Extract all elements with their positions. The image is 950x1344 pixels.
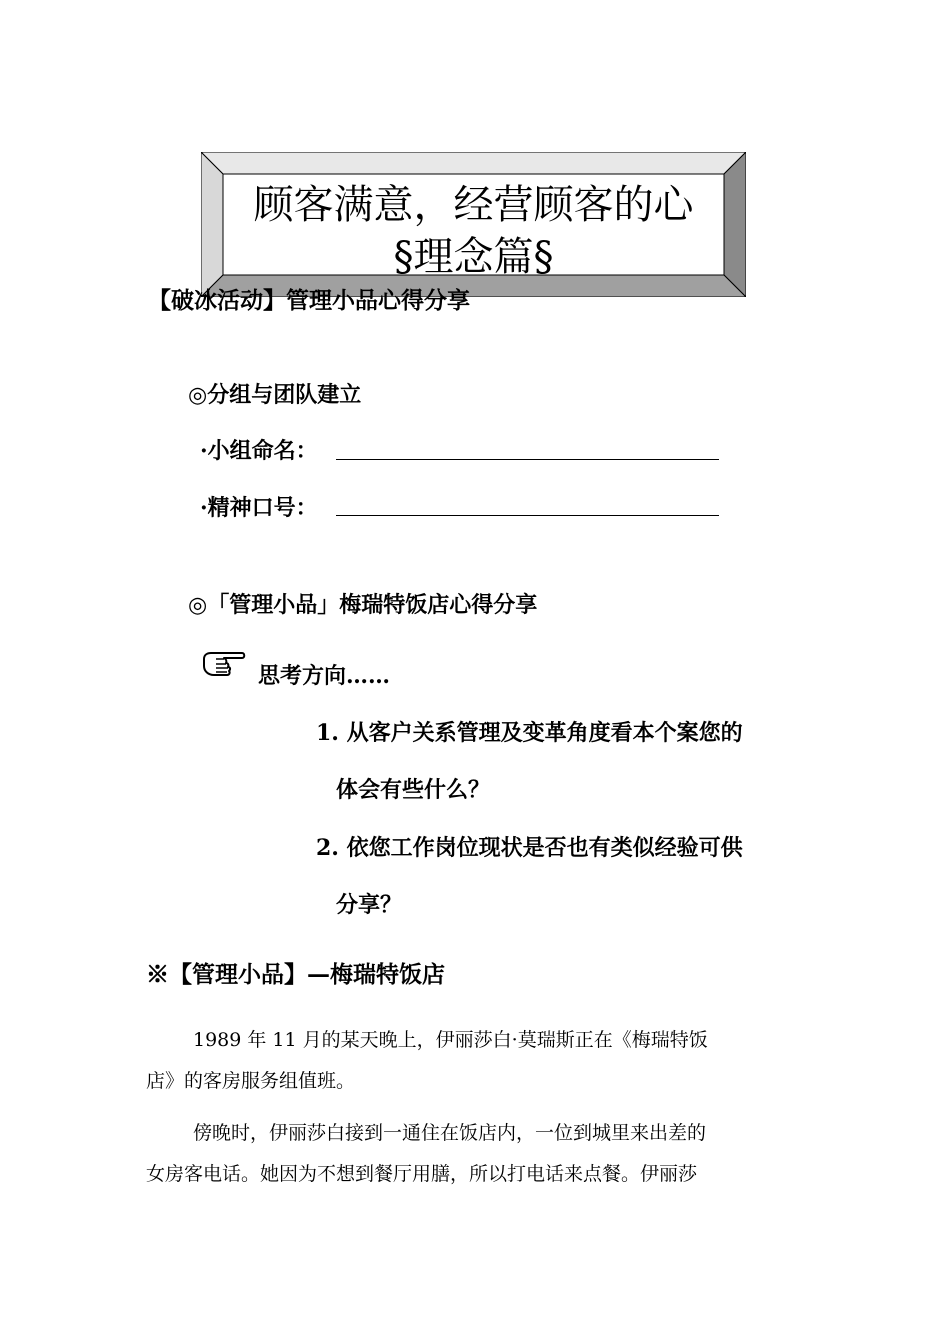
title-line-2: §理念篇§ bbox=[393, 234, 554, 280]
share-heading: ◎「管理小品」梅瑞特饭店心得分享 bbox=[188, 592, 538, 618]
title-banner bbox=[201, 152, 746, 297]
icebreak-heading: 【破冰活动】管理小品心得分享 bbox=[148, 287, 470, 314]
title-line-1: 顾客满意，经营顾客的心 bbox=[253, 182, 694, 228]
story-heading: ※【管理小品】—梅瑞特饭店 bbox=[146, 961, 445, 988]
story-p1-line-1: 1989 年 11 月的某天晚上，伊丽莎白·莫瑞斯正在《梅瑞特饭 bbox=[193, 1029, 708, 1051]
team-name-blank bbox=[336, 459, 719, 460]
question-2-line-1: 2. 依您工作岗位现状是否也有类似经验可供 bbox=[316, 835, 743, 861]
story-p1-line-2: 店》的客房服务组值班。 bbox=[146, 1070, 356, 1092]
pointing-hand-icon bbox=[202, 650, 246, 680]
slogan-blank bbox=[336, 515, 719, 516]
question-1-line-2: 体会有些什么？ bbox=[336, 777, 491, 803]
slogan-label: ·精神口号： bbox=[200, 495, 318, 521]
team-name-label: ·小组命名： bbox=[200, 438, 318, 464]
story-p2-line-2: 女房客电话。她因为不想到餐厅用膳，所以打电话来点餐。伊丽莎 bbox=[146, 1163, 698, 1185]
group-heading: ◎分组与团队建立 bbox=[188, 382, 362, 408]
question-1-line-1: 1. 从客户关系管理及变革角度看本个案您的 bbox=[316, 720, 743, 746]
think-label: 思考方向…… bbox=[258, 663, 391, 689]
question-2-line-2: 分享？ bbox=[336, 892, 403, 918]
story-p2-line-1: 傍晚时，伊丽莎白接到一通住在饭店内，一位到城里来出差的 bbox=[193, 1122, 707, 1144]
